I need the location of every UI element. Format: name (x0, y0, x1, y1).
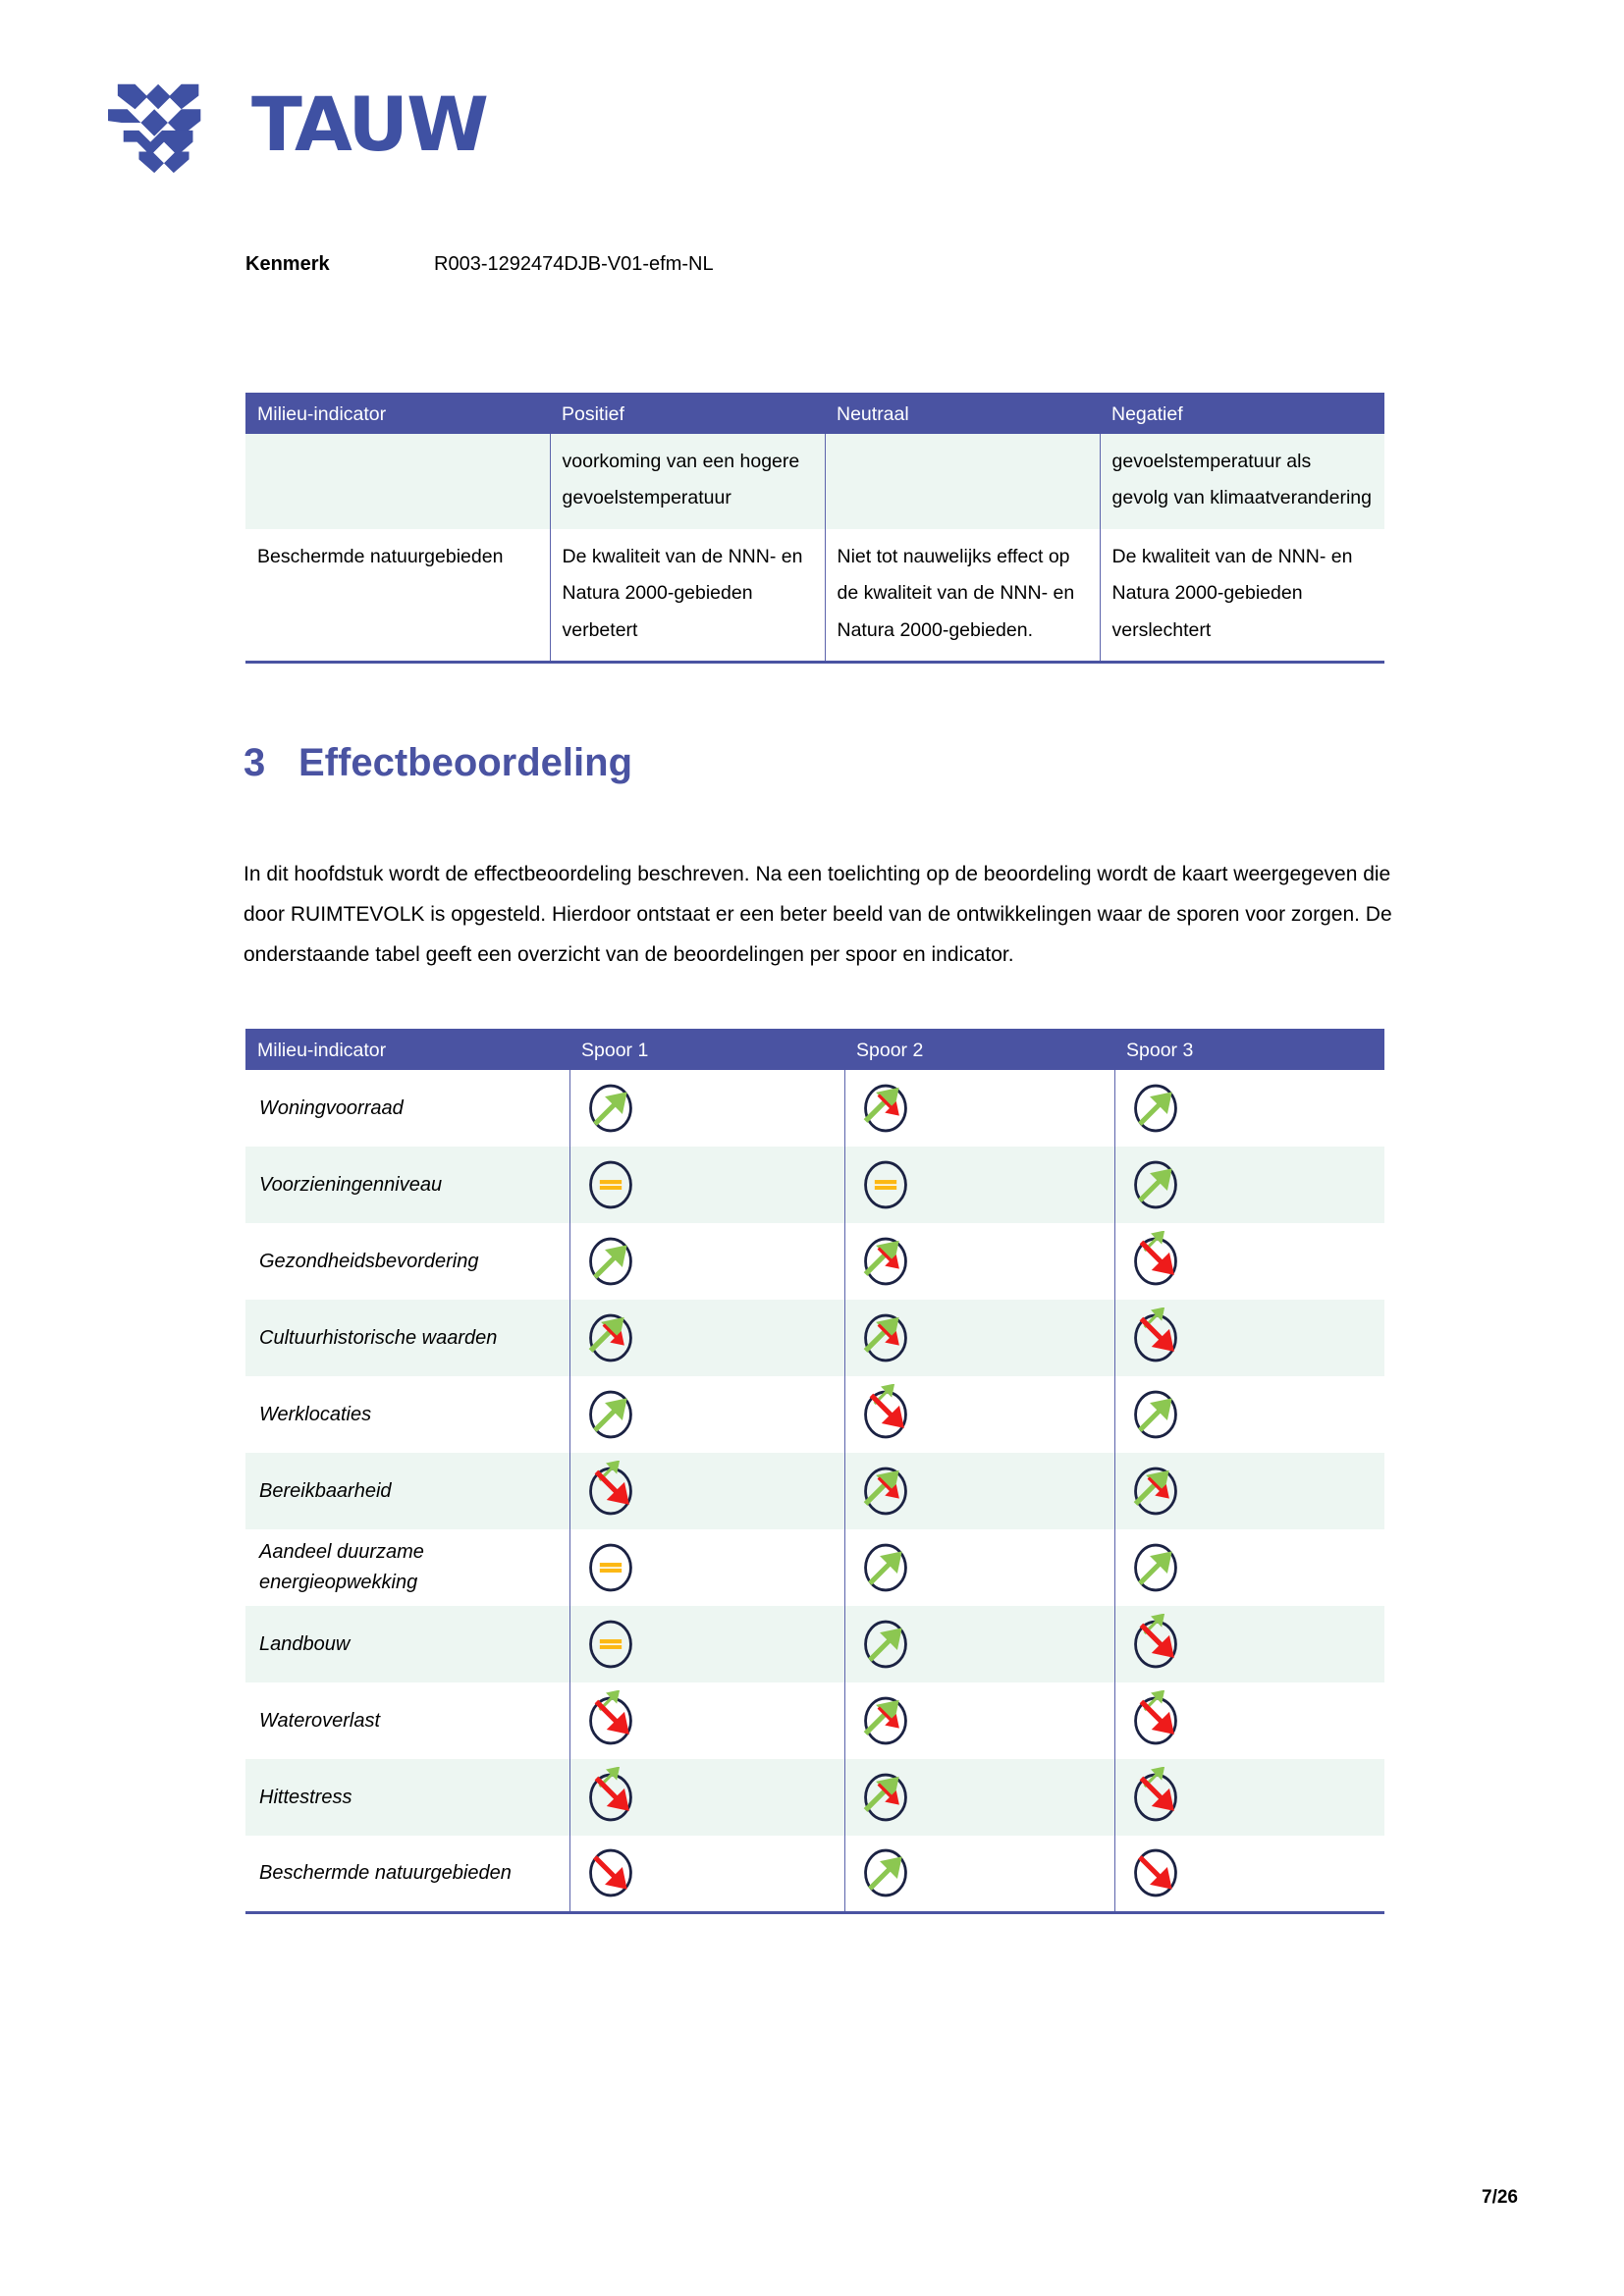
score-up-icon (1115, 1384, 1385, 1445)
table-row (245, 1682, 1384, 1759)
cell-score-spoor-2 (844, 1070, 1114, 1147)
cell-score-spoor-2 (844, 1529, 1114, 1606)
cell-indicator: Beschermde natuurgebieden (245, 529, 550, 663)
score-up-icon (845, 1614, 1114, 1675)
cell-score-spoor-2 (844, 1223, 1114, 1300)
cell-indicator-label: Wateroverlast (245, 1682, 569, 1759)
score-up-icon (1115, 1154, 1385, 1215)
score-down-up-icon (570, 1767, 844, 1828)
cell-score-spoor-1 (569, 1453, 844, 1529)
cell-score-spoor-2 (844, 1682, 1114, 1759)
cell-score-spoor-3 (1114, 1682, 1384, 1759)
chapter-intro-paragraph: In dit hoofdstuk wordt de effectbeoordeling beschreven. Na een toelichting op de beoordeling wordt de kaart weergegeven die door RUIMTEVOLK is opgesteld. Hierdoor ontstaat er een beter beeld van de ontwikkelingen waar de sporen voor zorgen. De onderstaande tabel geeft een overzicht van de beoordelingen per spoor en indicator. (244, 863, 1392, 966)
score-up-icon (1115, 1078, 1385, 1139)
cell-neutraal (825, 434, 1100, 529)
score-up-down-icon (845, 1461, 1114, 1522)
cell-negatief: gevoelstemperatuur als gevolg van klimaatverandering (1100, 434, 1384, 529)
table-row (245, 1376, 1384, 1453)
cell-indicator-label: Werklocaties (245, 1376, 569, 1453)
score-up-icon (570, 1231, 844, 1292)
cell-score-spoor-2 (844, 1147, 1114, 1223)
kenmerk-value: R003-1292474DJB-V01-efm-NL (434, 253, 714, 275)
chapter-heading (244, 741, 632, 785)
table-row (245, 1836, 1384, 1912)
cell-indicator-label: Cultuurhistorische waarden (245, 1300, 569, 1376)
score-up-icon (845, 1537, 1114, 1598)
score-up-icon (570, 1384, 844, 1445)
score-down-up-icon (1115, 1231, 1385, 1292)
cell-score-spoor-1 (569, 1147, 844, 1223)
table-row (245, 1070, 1384, 1147)
kenmerk-label: Kenmerk (245, 253, 330, 275)
score-down-up-icon (1115, 1308, 1385, 1368)
cell-score-spoor-1 (569, 1300, 844, 1376)
column-header-negatief: Negatief (1100, 395, 1384, 435)
table-row (245, 1223, 1384, 1300)
score-down-up-icon (1115, 1690, 1385, 1751)
cell-score-spoor-3 (1114, 1300, 1384, 1376)
score-matrix-table (245, 1029, 1384, 1914)
table-row (245, 1529, 1384, 1606)
table-row (245, 1147, 1384, 1223)
cell-indicator-label: Voorzieningenniveau (245, 1147, 569, 1223)
score-up-icon (845, 1842, 1114, 1903)
score-down-up-icon (570, 1461, 844, 1522)
score-down-icon (570, 1842, 844, 1903)
cell-neutraal: Niet tot nauwelijks effect op de kwaliteit van de NNN- en Natura 2000-gebieden. (825, 529, 1100, 663)
cell-score-spoor-1 (569, 1070, 844, 1147)
indicator-legend-table (245, 393, 1384, 664)
table-row (245, 1759, 1384, 1836)
table-row (245, 1606, 1384, 1682)
column-header-positief: Positief (550, 395, 825, 435)
cell-indicator-label: Landbouw (245, 1606, 569, 1682)
table-row (245, 1300, 1384, 1376)
cell-score-spoor-2 (844, 1376, 1114, 1453)
score-up-icon (570, 1078, 844, 1139)
chapter-number: 3 (244, 741, 266, 784)
cell-score-spoor-2 (844, 1759, 1114, 1836)
score-up-down-icon (845, 1767, 1114, 1828)
column-header-spoor-3: Spoor 3 (1114, 1031, 1384, 1071)
cell-score-spoor-3 (1114, 1759, 1384, 1836)
cell-score-spoor-2 (844, 1453, 1114, 1529)
score-equal-icon (845, 1154, 1114, 1215)
cell-score-spoor-1 (569, 1682, 844, 1759)
score-down-up-icon (1115, 1767, 1385, 1828)
table-header-row (245, 395, 1384, 435)
column-header-neutraal: Neutraal (825, 395, 1100, 435)
cell-indicator-label: Bereikbaarheid (245, 1453, 569, 1529)
column-header-spoor-1: Spoor 1 (569, 1031, 844, 1071)
column-header-indicator: Milieu-indicator (245, 1031, 569, 1071)
cell-score-spoor-3 (1114, 1606, 1384, 1682)
cell-score-spoor-3 (1114, 1836, 1384, 1912)
cell-score-spoor-1 (569, 1376, 844, 1453)
score-up-down-icon (1115, 1461, 1385, 1522)
score-down-up-icon (570, 1690, 844, 1751)
table-header-row (245, 1031, 1384, 1071)
cell-positief: De kwaliteit van de NNN- en Natura 2000-gebieden verbetert (550, 529, 825, 663)
cell-score-spoor-1 (569, 1836, 844, 1912)
score-up-down-icon (570, 1308, 844, 1368)
cell-score-spoor-3 (1114, 1376, 1384, 1453)
brand-wordmark: TAUW (251, 80, 487, 168)
cell-score-spoor-3 (1114, 1147, 1384, 1223)
score-equal-icon (570, 1154, 844, 1215)
score-down-icon (1115, 1842, 1385, 1903)
cell-positief: voorkoming van een hogere gevoelstemperatuur (550, 434, 825, 529)
brand-logo (106, 71, 487, 179)
page-number: 7/26 (1482, 2187, 1518, 2208)
cell-indicator-label: Beschermde natuurgebieden (245, 1836, 569, 1912)
score-down-up-icon (845, 1384, 1114, 1445)
cell-score-spoor-2 (844, 1836, 1114, 1912)
score-down-up-icon (1115, 1614, 1385, 1675)
cell-score-spoor-3 (1114, 1070, 1384, 1147)
score-equal-icon (570, 1537, 844, 1598)
score-up-down-icon (845, 1308, 1114, 1368)
cell-score-spoor-2 (844, 1606, 1114, 1682)
score-up-icon (1115, 1537, 1385, 1598)
cell-indicator-label: Woningvoorraad (245, 1070, 569, 1147)
cell-score-spoor-1 (569, 1606, 844, 1682)
score-equal-icon (570, 1614, 844, 1675)
cell-indicator-label: Aandeel duurzame energieopwekking (245, 1529, 569, 1606)
cell-indicator (245, 434, 550, 529)
cell-indicator-label: Gezondheidsbevordering (245, 1223, 569, 1300)
cell-score-spoor-1 (569, 1223, 844, 1300)
column-header-spoor-2: Spoor 2 (844, 1031, 1114, 1071)
table-row (245, 1453, 1384, 1529)
cell-score-spoor-3 (1114, 1223, 1384, 1300)
score-up-down-icon (845, 1078, 1114, 1139)
kenmerk-line (245, 253, 714, 276)
cell-negatief: De kwaliteit van de NNN- en Natura 2000-gebieden verslechtert (1100, 529, 1384, 663)
cell-score-spoor-3 (1114, 1453, 1384, 1529)
cell-score-spoor-1 (569, 1529, 844, 1606)
column-header-indicator: Milieu-indicator (245, 395, 550, 435)
score-up-down-icon (845, 1690, 1114, 1751)
cell-score-spoor-2 (844, 1300, 1114, 1376)
table-row (245, 529, 1384, 663)
cell-score-spoor-3 (1114, 1529, 1384, 1606)
chapter-title: Effectbeoordeling (298, 741, 633, 784)
table-row (245, 434, 1384, 529)
cell-score-spoor-1 (569, 1759, 844, 1836)
score-up-down-icon (845, 1231, 1114, 1292)
cell-indicator-label: Hittestress (245, 1759, 569, 1836)
tauw-logo-icon (106, 71, 222, 179)
